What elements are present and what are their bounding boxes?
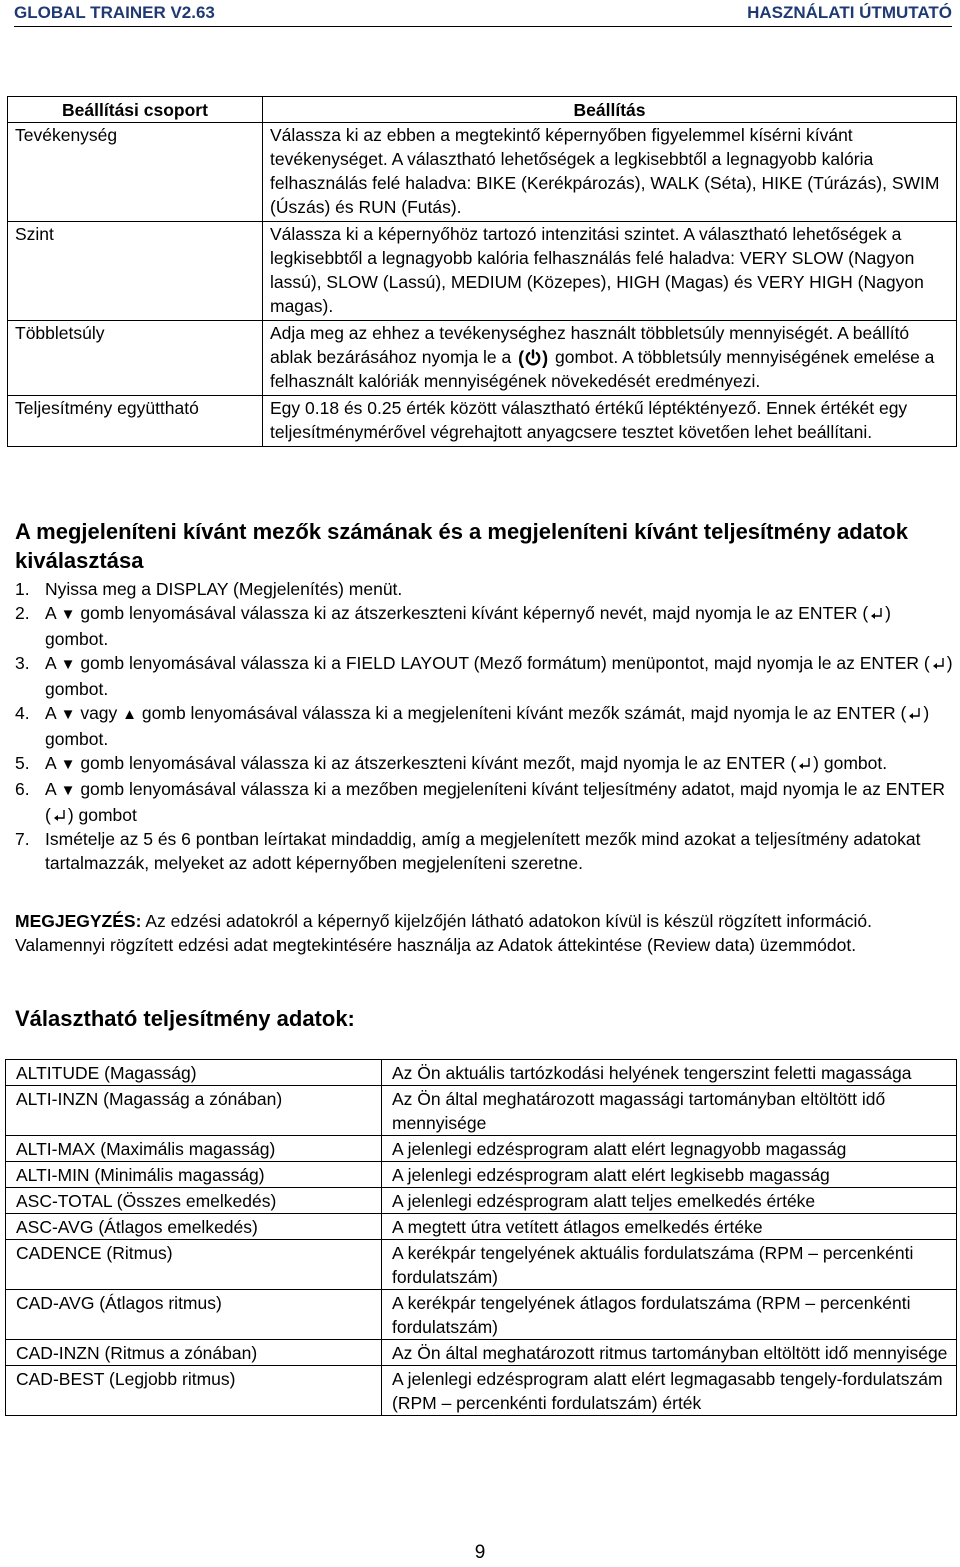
- data-field-name: CAD-AVG (Átlagos ritmus): [6, 1290, 382, 1340]
- step-number: 3.: [15, 653, 30, 673]
- step-text: ) gombot.: [813, 753, 888, 773]
- settings-group-cell: Tevékenység: [8, 123, 263, 222]
- step-text: gomb lenyomásával válassza ki a FIELD LAYOUT (Mező formátum) menüpontot, majd nyomja le az ENTER (: [80, 653, 930, 673]
- step-text: A: [45, 653, 56, 673]
- enter-arrow-icon: [932, 657, 945, 671]
- data-field-description: A jelenlegi edzésprogram alatt elért legmagasabb tengely-fordulatszám (RPM – percenkénti fordulatszám) érték: [382, 1366, 957, 1416]
- up-triangle-icon: ▲: [122, 706, 138, 723]
- table-row: [8, 321, 957, 396]
- settings-group-cell: Többletsúly: [8, 321, 263, 396]
- page-number: 9: [474, 1542, 486, 1563]
- table-row: [6, 1214, 957, 1240]
- step-number: 4.: [15, 703, 30, 723]
- enter-arrow-icon: [908, 707, 921, 721]
- table-row: [6, 1060, 957, 1086]
- data-field-description: A kerékpár tengelyének aktuális fordulatszáma (RPM – percenkénti fordulatszám): [382, 1240, 957, 1290]
- step-text: vagy: [80, 703, 118, 723]
- step-text: gomb lenyomásával válassza ki a megjeleníteni kívánt mezők számát, majd nyomja le az ENTER (: [141, 703, 907, 723]
- enter-arrow-icon: [53, 809, 66, 823]
- instruction-steps: [15, 577, 955, 875]
- step-text: Nyissa meg a DISPLAY (Megjelenítés) menüt.: [45, 579, 403, 599]
- settings-header-group: Beállítási csoport: [8, 97, 263, 123]
- settings-description-text: gombot. A többletsúly mennyiségének emelése a felhasznált kalóriák mennyiségének növekedését eredményezi.: [270, 347, 935, 391]
- settings-table-header-row: [8, 97, 957, 123]
- data-field-name: ALTI-INZN (Magasság a zónában): [6, 1086, 382, 1136]
- performance-data-table: [5, 1059, 957, 1416]
- data-field-name: CAD-BEST (Legjobb ritmus): [6, 1366, 382, 1416]
- list-item: [15, 577, 955, 601]
- table-row: [6, 1188, 957, 1214]
- step-text: A: [45, 779, 56, 799]
- data-field-name: CADENCE (Ritmus): [6, 1240, 382, 1290]
- settings-description-cell: [263, 321, 957, 396]
- data-field-description: Az Ön által meghatározott ritmus tartományban eltöltött idő mennyisége: [382, 1340, 957, 1366]
- list-item: [15, 827, 955, 875]
- step-text: A: [45, 703, 56, 723]
- settings-group-cell: Teljesítmény együttható: [8, 396, 263, 447]
- list-item: [15, 651, 955, 701]
- table-row: [6, 1366, 957, 1416]
- settings-table: [7, 96, 957, 447]
- data-field-description: A megtett útra vetített átlagos emelkedés értéke: [382, 1214, 957, 1240]
- performance-data-title: Választható teljesítmény adatok:: [15, 1006, 355, 1031]
- step-text: gomb lenyomásával válassza ki a mezőben megjeleníteni kívánt teljesítmény adatot, majd nyomja le az ENTER (: [45, 779, 946, 825]
- table-row: [6, 1240, 957, 1290]
- step-text: ) gombot: [67, 805, 137, 825]
- settings-description-cell: Válassza ki a képernyőhöz tartozó intenzitási szintet. A választható lehetőségek a legkisebbtől a legnagyobb kalória felhasználás felé haladva: VERY SLOW (Nagyon lassú), SLOW (Lassú), MEDIUM (Közepes), HIGH (Magas) és VERY HIGH (Nagyon magas).: [263, 222, 957, 321]
- down-triangle-icon: ▼: [60, 606, 76, 623]
- data-field-name: CAD-INZN (Ritmus a zónában): [6, 1340, 382, 1366]
- table-row: [8, 222, 957, 321]
- list-item: [15, 751, 955, 777]
- power-button-icon: ( ): [518, 348, 549, 368]
- table-row: [6, 1162, 957, 1188]
- header-product-title: GLOBAL TRAINER V2.63: [14, 3, 215, 22]
- data-field-description: Az Ön aktuális tartózkodási helyének tengerszint feletti magassága: [382, 1060, 957, 1086]
- settings-description-cell: Egy 0.18 és 0.25 érték között választható értékű léptéktényező. Ennek értékét egy teljesítménymérővel végrehajtott anyagcsere tesztet követően lehet beállítani.: [263, 396, 957, 447]
- table-row: [6, 1136, 957, 1162]
- step-text: gomb lenyomásával válassza ki az átszerkeszteni kívánt mezőt, majd nyomja le az ENTER (: [80, 753, 797, 773]
- data-field-description: A jelenlegi edzésprogram alatt elért legkisebb magasság: [382, 1162, 957, 1188]
- down-triangle-icon: ▼: [60, 656, 76, 673]
- data-field-name: ALTI-MIN (Minimális magasság): [6, 1162, 382, 1188]
- step-text: ) gombot.: [45, 603, 891, 649]
- data-field-description: A jelenlegi edzésprogram alatt elért legnagyobb magasság: [382, 1136, 957, 1162]
- table-row: [8, 396, 957, 447]
- step-number: 2.: [15, 603, 30, 623]
- section-title: A megjeleníteni kívánt mezők számának és a megjeleníteni kívánt teljesítmény adatok kiválasztása: [15, 519, 908, 573]
- settings-description-text: Adja meg az ehhez a tevékenységhez használt többletsúly mennyiségét. A beállító ablak bezárásához nyomja le a: [270, 323, 910, 367]
- page-header: [14, 0, 952, 27]
- note-label: MEGJEGYZÉS:: [15, 911, 142, 931]
- enter-arrow-icon: [870, 607, 883, 621]
- enter-arrow-icon: [798, 757, 811, 771]
- data-field-description: Az Ön által meghatározott magassági tartományban eltöltött idő mennyisége: [382, 1086, 957, 1136]
- down-triangle-icon: ▼: [60, 706, 76, 723]
- step-text: ) gombot.: [45, 703, 930, 749]
- step-number: 1.: [15, 579, 30, 599]
- table-row: [6, 1086, 957, 1136]
- step-text: Ismételje az 5 és 6 pontban leírtakat mindaddig, amíg a megjelenített mezők mind azokat a teljesítmény adatokat tartalmazzák, melyeket az adott képernyőben megjeleníteni szeretne.: [45, 829, 921, 873]
- list-item: [15, 777, 955, 827]
- header-manual-title: HASZNÁLATI ÚTMUTATÓ: [747, 3, 952, 22]
- step-text: A: [45, 603, 56, 623]
- list-item: [15, 701, 955, 751]
- step-number: 6.: [15, 779, 30, 799]
- step-text: ) gombot.: [45, 653, 953, 699]
- data-field-description: A jelenlegi edzésprogram alatt teljes emelkedés értéke: [382, 1188, 957, 1214]
- data-field-name: ASC-AVG (Átlagos emelkedés): [6, 1214, 382, 1240]
- list-item: [15, 601, 955, 651]
- settings-description-cell: Válassza ki az ebben a megtekintő képernyőben figyelemmel kísérni kívánt tevékenységet. A választható lehetőségek a legkisebbtől a legnagyobb kalória felhasználás felé haladva: BIKE (Kerékpározás), WALK (Séta), HIKE (Túrázás), SWIM (Úszás) és RUN (Futás).: [263, 123, 957, 222]
- down-triangle-icon: ▼: [60, 756, 76, 773]
- data-field-name: ALTITUDE (Magasság): [6, 1060, 382, 1086]
- step-text: A: [45, 753, 56, 773]
- table-row: [8, 123, 957, 222]
- table-row: [6, 1340, 957, 1366]
- down-triangle-icon: ▼: [60, 782, 76, 799]
- step-number: 5.: [15, 753, 30, 773]
- data-field-name: ALTI-MAX (Maximális magasság): [6, 1136, 382, 1162]
- data-field-description: A kerékpár tengelyének átlagos fordulatszáma (RPM – percenkénti fordulatszám): [382, 1290, 957, 1340]
- table-row: [6, 1290, 957, 1340]
- settings-group-cell: Szint: [8, 222, 263, 321]
- note-paragraph: [15, 909, 950, 957]
- settings-header-setting: Beállítás: [263, 97, 957, 123]
- step-number: 7.: [15, 829, 30, 849]
- note-text: Az edzési adatokról a képernyő kijelzőjén látható adatokon kívül is készül rögzített információ. Valamennyi rögzített edzési adat megtekintésére használja az Adatok áttekintése (Review data) üzemmódot.: [15, 911, 872, 955]
- data-field-name: ASC-TOTAL (Összes emelkedés): [6, 1188, 382, 1214]
- step-text: gomb lenyomásával válassza ki az átszerkeszteni kívánt képernyő nevét, majd nyomja le az ENTER (: [80, 603, 869, 623]
